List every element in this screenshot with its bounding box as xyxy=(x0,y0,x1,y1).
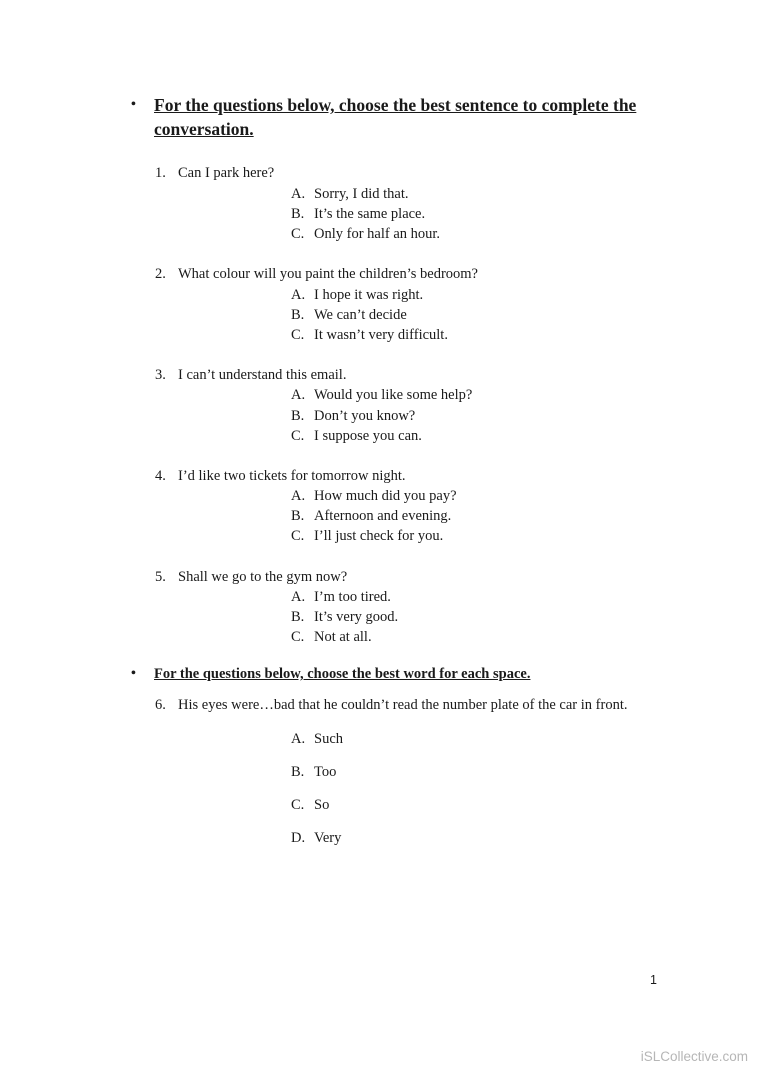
option-letter: B. xyxy=(291,764,305,780)
question-number: 5. xyxy=(155,569,166,585)
option-text: I’m too tired. xyxy=(314,589,391,605)
q1-option-b xyxy=(291,204,425,224)
option-text: It wasn’t very difficult. xyxy=(314,327,448,343)
option-text: It’s very good. xyxy=(314,609,399,625)
option-text: How much did you pay? xyxy=(314,488,457,504)
q4-option-c xyxy=(291,526,443,546)
question-text: What colour will you paint the children’s bedroom? xyxy=(178,266,478,282)
option-letter: A. xyxy=(291,488,306,504)
section-1-heading-text: For the questions below, choose the best sentence to complete the conversation. xyxy=(154,95,637,139)
option-text: I suppose you can. xyxy=(314,428,422,444)
question-4 xyxy=(155,466,406,486)
bullet-icon: • xyxy=(131,666,136,681)
option-letter: B. xyxy=(291,408,305,424)
section-1-heading xyxy=(133,93,644,141)
question-2 xyxy=(155,264,478,284)
q1-option-c xyxy=(291,224,440,244)
q4-option-a xyxy=(291,486,457,506)
question-text: I can’t understand this email. xyxy=(178,367,347,383)
option-text: So xyxy=(314,797,330,813)
option-text: Too xyxy=(314,764,337,780)
option-text: Very xyxy=(314,830,342,846)
option-letter: A. xyxy=(291,589,306,605)
option-text: Such xyxy=(314,731,343,747)
q5-option-a xyxy=(291,587,391,607)
q5-option-c xyxy=(291,627,372,647)
question-number: 4. xyxy=(155,468,166,484)
option-text: It’s the same place. xyxy=(314,206,426,222)
q3-option-b xyxy=(291,406,415,426)
watermark: iSLCollective.com xyxy=(640,1049,748,1064)
q6-option-a xyxy=(291,729,343,749)
question-number: 2. xyxy=(155,266,166,282)
option-text: Would you like some help? xyxy=(314,387,473,403)
q3-option-c xyxy=(291,426,422,446)
option-letter: C. xyxy=(291,797,305,813)
option-letter: A. xyxy=(291,287,306,303)
question-number: 1. xyxy=(155,165,166,181)
question-5 xyxy=(155,567,347,587)
q6-option-c xyxy=(291,795,329,815)
option-letter: C. xyxy=(291,428,305,444)
option-text: Not at all. xyxy=(314,629,372,645)
option-text: We can’t decide xyxy=(314,307,407,323)
question-1 xyxy=(155,163,274,183)
option-letter: A. xyxy=(291,186,306,202)
question-number: 3. xyxy=(155,367,166,383)
question-6 xyxy=(155,695,627,715)
q2-option-a xyxy=(291,285,423,305)
question-text: Can I park here? xyxy=(178,165,275,181)
option-text: Don’t you know? xyxy=(314,408,416,424)
q1-option-a xyxy=(291,184,409,204)
option-text: Afternoon and evening. xyxy=(314,508,452,524)
option-letter: B. xyxy=(291,609,305,625)
question-text: I’d like two tickets for tomorrow night. xyxy=(178,468,406,484)
option-text: I hope it was right. xyxy=(314,287,424,303)
question-text: Shall we go to the gym now? xyxy=(178,569,348,585)
option-letter: C. xyxy=(291,629,305,645)
page-number: 1 xyxy=(650,973,657,987)
question-text: His eyes were…bad that he couldn’t read the number plate of the car in front. xyxy=(178,697,628,713)
q6-option-b xyxy=(291,762,336,782)
option-letter: D. xyxy=(291,830,306,846)
q2-option-c xyxy=(291,325,448,345)
option-letter: C. xyxy=(291,226,305,242)
option-letter: B. xyxy=(291,307,305,323)
option-letter: A. xyxy=(291,387,306,403)
bullet-icon: • xyxy=(131,97,136,112)
option-letter: A. xyxy=(291,731,306,747)
q3-option-a xyxy=(291,385,472,405)
q6-option-d xyxy=(291,828,341,848)
question-number: 6. xyxy=(155,697,166,713)
option-text: Sorry, I did that. xyxy=(314,186,409,202)
section-2-heading-text: For the questions below, choose the best word for each space. xyxy=(154,666,531,682)
option-letter: B. xyxy=(291,508,305,524)
section-2-heading xyxy=(133,662,624,686)
option-letter: B. xyxy=(291,206,305,222)
option-text: I’ll just check for you. xyxy=(314,528,444,544)
q5-option-b xyxy=(291,607,398,627)
question-3 xyxy=(155,365,346,385)
option-text: Only for half an hour. xyxy=(314,226,441,242)
option-letter: C. xyxy=(291,327,305,343)
q2-option-b xyxy=(291,305,407,325)
option-letter: C. xyxy=(291,528,305,544)
q4-option-b xyxy=(291,506,451,526)
